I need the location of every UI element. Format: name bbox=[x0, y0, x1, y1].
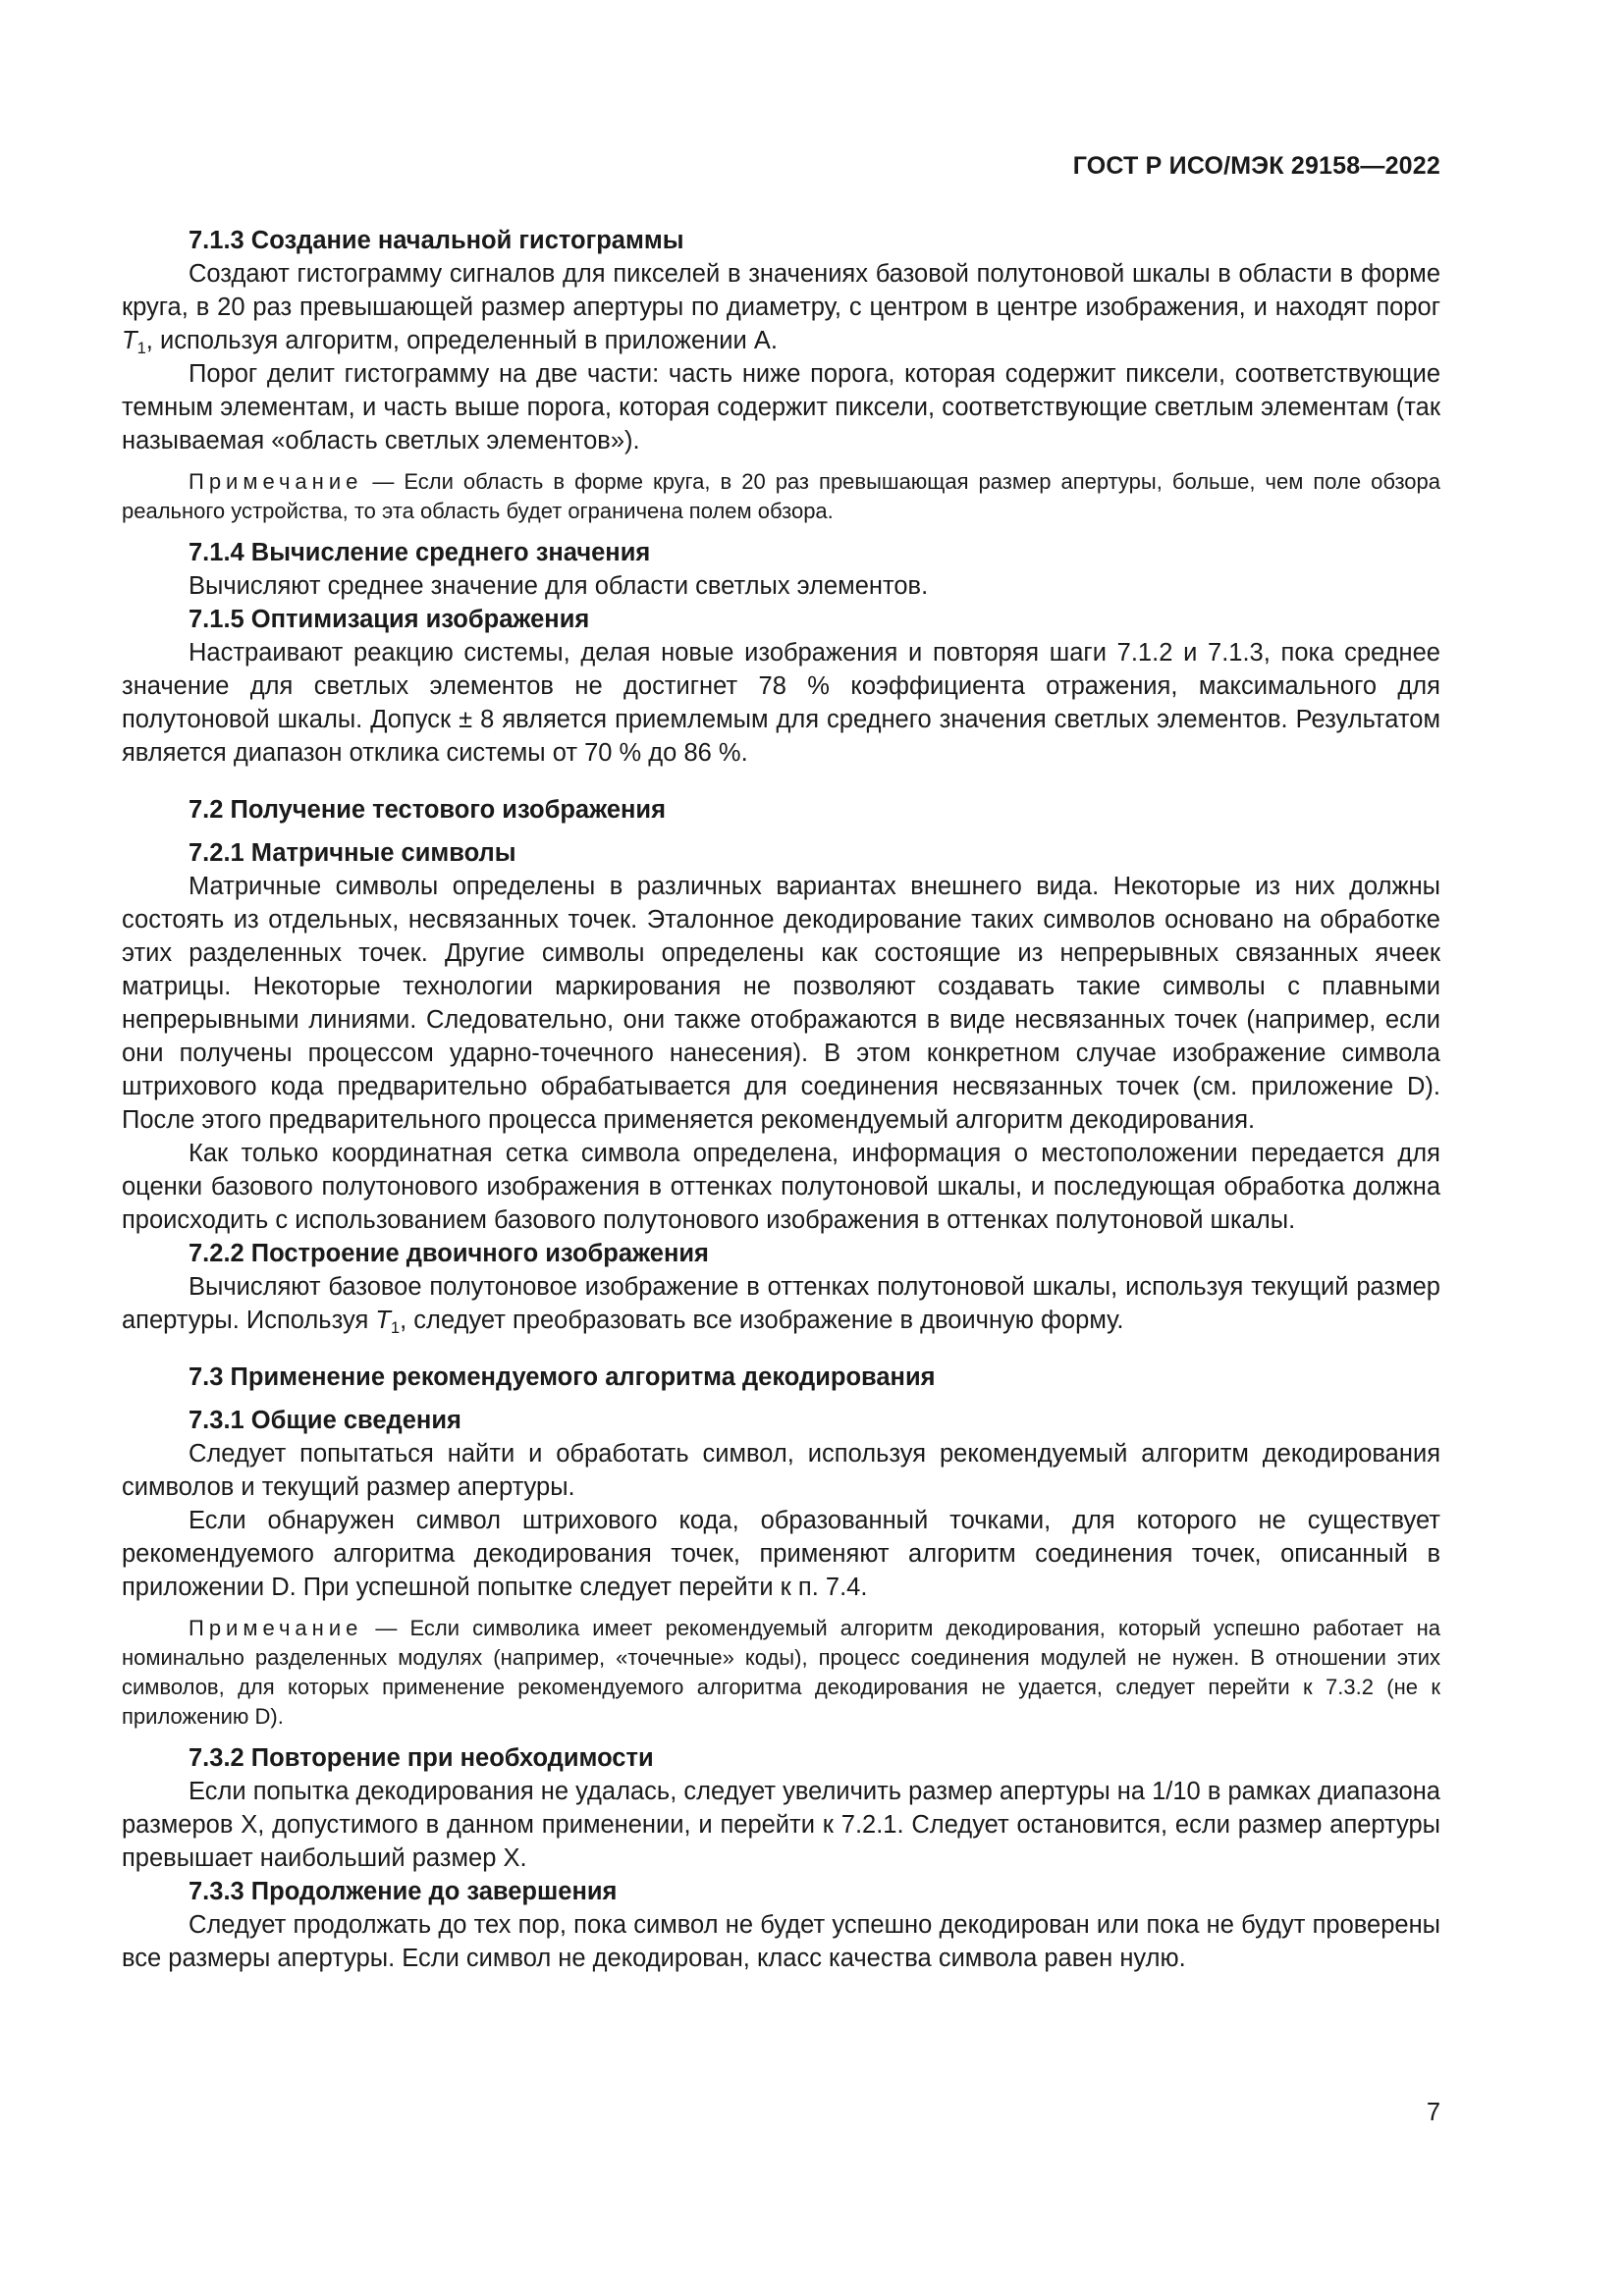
section-heading-7-3-1: 7.3.1 Общие сведения bbox=[189, 1407, 461, 1434]
note-label: Примечание bbox=[189, 1616, 363, 1640]
note-text: — Если символика имеет рекомендуемый алгоритм декодирования, который успешно работает на номинально разделенных модулях (например, «точечные» коды), процесс соединения модулей не нужен. В отношении этих символов, для которых применение рекомендуемого алгоритма декодирования не удается, следует перейти к 7.3.2 (не к приложению D). bbox=[122, 1616, 1440, 1729]
paragraph-text-end: , используя алгоритм, определенный в приложении А. bbox=[145, 327, 778, 354]
section-heading-7-3-2: 7.3.2 Повторение при необходимости bbox=[189, 1744, 654, 1772]
paragraph-text-end: , следует преобразовать все изображение в двоичную форму. bbox=[400, 1307, 1124, 1334]
section-heading-7-2-2: 7.2.2 Построение двоичного изображения bbox=[189, 1240, 709, 1267]
paragraph-7-1-3-1 bbox=[122, 257, 1440, 357]
document-header-standard: ГОСТ Р ИСО/МЭК 29158—2022 bbox=[1072, 152, 1440, 180]
section-heading-7-3: 7.3 Применение рекомендуемого алгоритма декодирования bbox=[189, 1363, 936, 1391]
section-heading-7-2-1: 7.2.1 Матричные символы bbox=[189, 839, 516, 867]
page-number: 7 bbox=[1426, 2099, 1440, 2126]
paragraph-7-1-3-2: Порог делит гистограмму на две части: часть ниже порога, которая содержит пиксели, соответствующие темным элементам, и часть выше порога, которая содержит пиксели, соответствующие светлым элементам (так называемая «область светлых элементов»). bbox=[122, 360, 1440, 454]
note-7-1-3 bbox=[122, 467, 1440, 526]
threshold-subscript: 1 bbox=[390, 1317, 401, 1337]
note-text: — Если область в форме круга, в 20 раз превышающая размер апертуры, больше, чем поле обзора реального устройства, то эта область будет ограничена полем обзора. bbox=[122, 469, 1440, 523]
paragraph-text: Создают гистограмму сигналов для пикселей в значениях базовой полутоновой шкалы в области в форме круга, в 20 раз превышающей размер апертуры по диаметру, с центром в центре изображения, и находят порог bbox=[122, 260, 1440, 321]
note-7-3-1 bbox=[122, 1614, 1440, 1732]
paragraph-7-3-3-1: Следует продолжать до тех пор, пока символ не будет успешно декодирован или пока не будут проверены все размеры апертуры. Если символ не декодирован, класс качества символа равен нулю. bbox=[122, 1911, 1440, 1972]
section-heading-7-1-3: 7.1.3 Создание начальной гистограммы bbox=[189, 227, 684, 254]
paragraph-7-3-1-1: Следует попытаться найти и обработать символ, используя рекомендуемый алгоритм декодирования символов и текущий размер апертуры. bbox=[122, 1440, 1440, 1501]
section-heading-7-1-5: 7.1.5 Оптимизация изображения bbox=[189, 606, 590, 633]
paragraph-7-2-1-2: Как только координатная сетка символа определена, информация о местоположении передается для оценки базового полутонового изображения в оттенках полутоновой шкалы, и последующая обработка должна происходить с использованием базового полутонового изображения в оттенках полутоновой шкалы. bbox=[122, 1140, 1440, 1234]
paragraph-7-1-4-1: Вычисляют среднее значение для области светлых элементов. bbox=[189, 572, 929, 600]
paragraph-text: Вычисляют базовое полутоновое изображение в оттенках полутоновой шкалы, используя текущий размер апертуры. Используя bbox=[122, 1273, 1440, 1334]
paragraph-7-3-2-1: Если попытка декодирования не удалась, следует увеличить размер апертуры на 1/10 в рамках диапазона размеров X, допустимого в данном применении, и перейти к 7.2.1. Следует остановится, если размер апертуры превышает наибольший размер X. bbox=[122, 1778, 1440, 1872]
threshold-subscript: 1 bbox=[136, 338, 146, 357]
paragraph-7-3-1-2: Если обнаружен символ штрихового кода, образованный точками, для которого не существует рекомендуемого алгоритма декодирования точек, применяют алгоритм соединения точек, описанный в приложении D. При успешной попытке следует перейти к п. 7.4. bbox=[122, 1507, 1440, 1601]
section-heading-7-1-4: 7.1.4 Вычисление среднего значения bbox=[189, 539, 651, 566]
threshold-variable: T bbox=[375, 1307, 391, 1334]
section-heading-7-2: 7.2 Получение тестового изображения bbox=[189, 796, 666, 824]
section-heading-7-3-3: 7.3.3 Продолжение до завершения bbox=[189, 1878, 618, 1905]
note-label: Примечание bbox=[189, 469, 363, 494]
paragraph-7-2-1-1: Матричные символы определены в различных вариантах внешнего вида. Некоторые из них должны состоять из отдельных, несвязанных точек. Эталонное декодирование таких символов основано на обработке этих разделенных точек. Другие символы определены как состоящие из непрерывных связанных ячеек матрицы. Некоторые технологии маркирования не позволяют создавать такие символы с плавными непрерывными линиями. Следовательно, они также отображаются в виде несвязанных точек (например, если они получены процессом ударно-точечного нанесения). В этом конкретном случае изображение символа штрихового кода предварительно обрабатывается для соединения несвязанных точек (см. приложение D). После этого предварительного процесса применяется рекомендуемый алгоритм декодирования. bbox=[122, 873, 1440, 1134]
paragraph-7-2-2-1 bbox=[122, 1270, 1440, 1337]
paragraph-7-1-5-1: Настраивают реакцию системы, делая новые изображения и повторяя шаги 7.1.2 и 7.1.3, пока среднее значение для светлых элементов не достигнет 78 % коэффициента отражения, максимального для полутоновой шкалы. Допуск ± 8 является приемлемым для среднего значения светлых элементов. Результатом является диапазон отклика системы от 70 % до 86 %. bbox=[122, 639, 1440, 767]
document-body bbox=[122, 224, 1440, 1975]
threshold-variable: T bbox=[122, 327, 137, 354]
